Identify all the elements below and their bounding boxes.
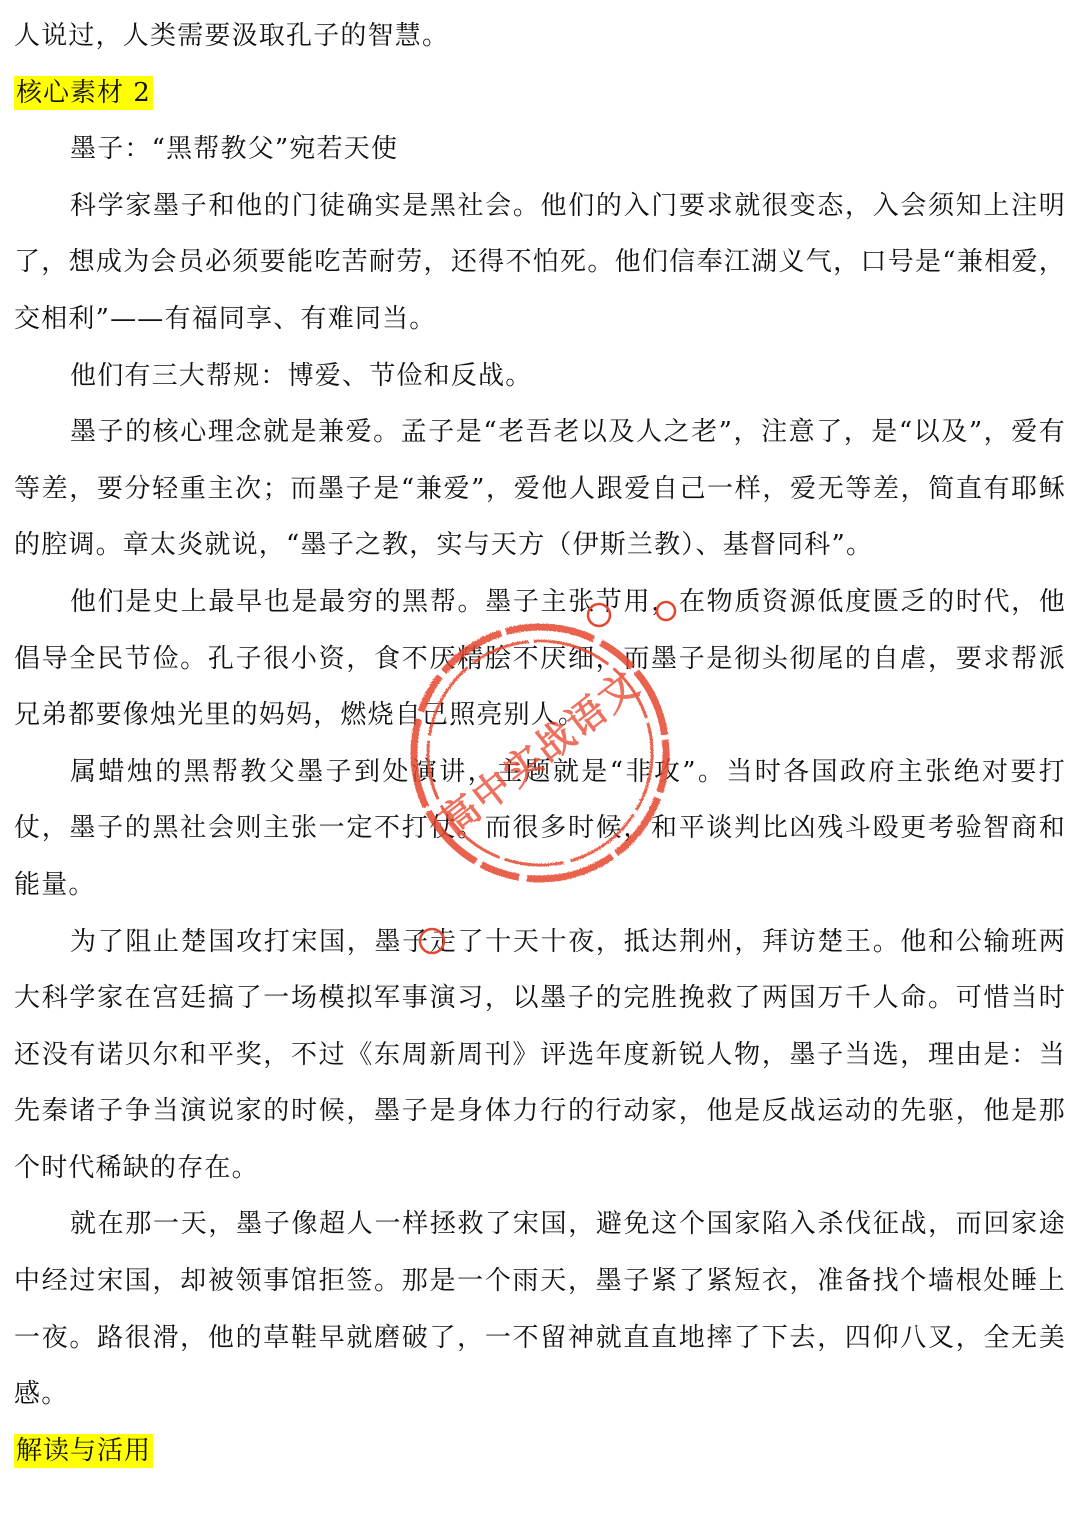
stamp-text: 高中实战语文	[431, 661, 649, 845]
section-heading-core-material-2	[14, 65, 1066, 122]
section-heading-interpretation	[14, 1423, 1066, 1480]
paragraph-7: 就在那一天，墨子像超人一样拯救了宋国，避免这个国家陷入杀伐征战，而回家途中经过宋国，却被领事馆拒签。那是一个雨天，墨子紧了紧短衣，准备找个墙根处睡上一夜。路很滑，他的草鞋早就磨破了，一不留神就直直地摔了下去，四仰八叉，全无美感。	[14, 1209, 1066, 1410]
article-subtitle: 墨子：“黑帮教父”宛若天使	[70, 134, 399, 165]
highlighted-label: 核心素材 2	[16, 77, 151, 108]
paragraph-6: 为了阻止楚国攻打宋国，墨子走了十天十夜，抵达荆州，拜访楚王。他和公输班两大科学家在宫廷搞了一场模拟军事演习，以墨子的完胜挽救了两国万千人命。可惜当时还没有诺贝尔和平奖，不过《东周新周刊》评选年度新锐人物，墨子当选，理由是：当先秦诸子争当演说家的时候，墨子是身体力行的行动家，他是反战运动的先驱，他是那个时代稀缺的存在。	[14, 926, 1066, 1183]
paragraph-3: 墨子的核心理念就是兼爱。孟子是“老吾老以及人之老”，注意了，是“以及”，爱有等差，要分轻重主次；而墨子是“兼爱”，爱他人跟爱自己一样，爱无等差，简直有耶稣的腔调。章太炎就说，“墨子之教，实与天方（伊斯兰教）、基督同科”。	[14, 417, 1066, 561]
highlighted-label: 解读与活用	[16, 1435, 152, 1466]
paragraph-5: 属蜡烛的黑帮教父墨子到处演讲，主题就是“非攻”。当时各国政府主张绝对要打仗，墨子的黑社会则主张一定不打仗。而很多时候，和平谈判比凶残斗殴更考验智商和能量。	[14, 756, 1066, 900]
paragraph-2: 他们有三大帮规：博爱、节俭和反战。	[70, 360, 533, 391]
continuation-line: 人说过，人类需要汲取孔子的智慧。	[14, 21, 450, 51]
paragraph-4: 他们是史上最早也是最穷的黑帮。墨子主张节用，在物质资源低度匮乏的时代，他倡导全民节俭。孔子很小资，食不厌精脍不厌细，而墨子是彻头彻尾的自虐，要求帮派兄弟都要像烛光里的妈妈，燃烧自己照亮别人。	[14, 586, 1066, 731]
paragraph-1: 科学家墨子和他的门徒确实是黑社会。他们的入门要求就很变态，入会须知上注明了，想成为会员必须要能吃苦耐劳，还得不怕死。他们信奉江湖义气，口号是“兼相爱，交相利”——有福同享、有难同当。	[14, 190, 1066, 334]
